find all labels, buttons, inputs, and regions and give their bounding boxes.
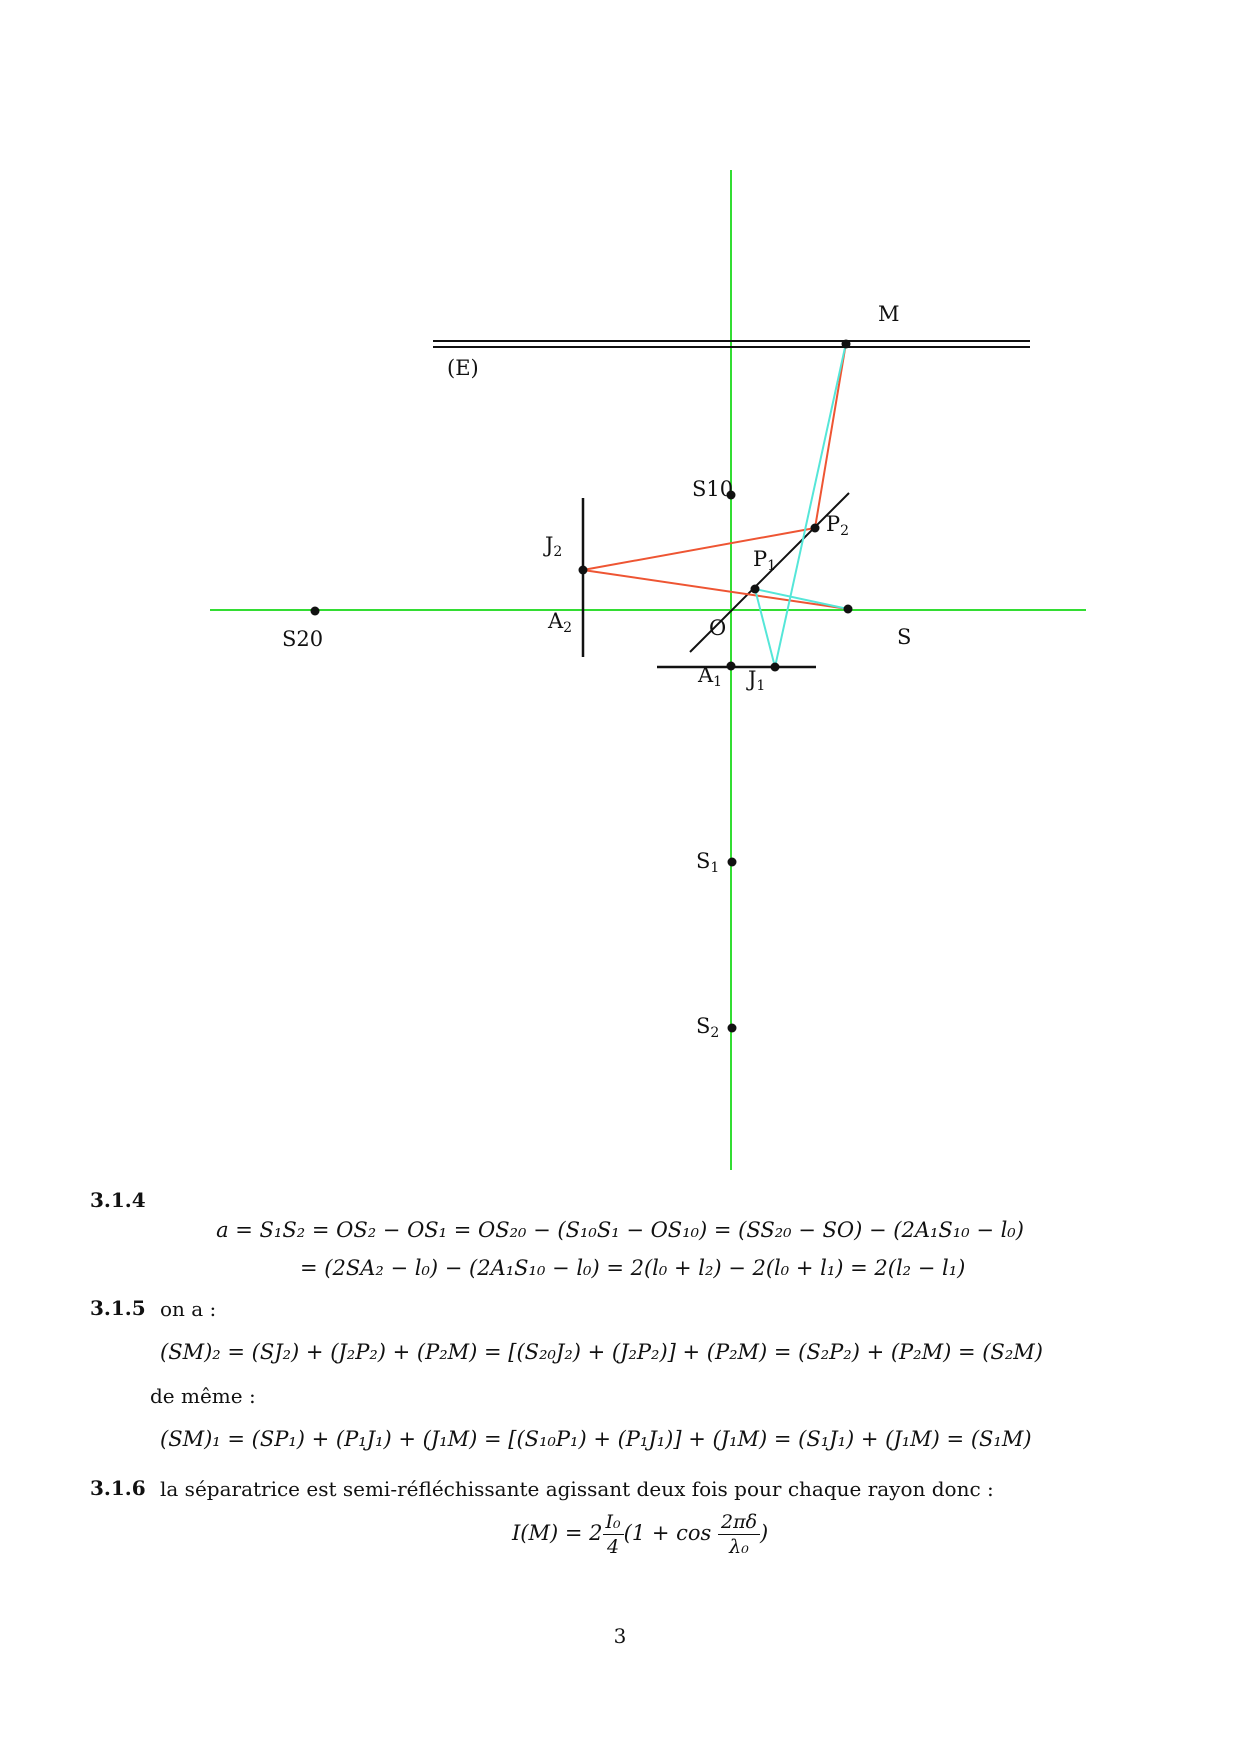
point-S (844, 605, 853, 614)
section-number-314: 3.1.4 (90, 1188, 146, 1212)
point-A1 (727, 662, 736, 671)
section-315-de-meme: de même : (150, 1384, 256, 1408)
label-J1: J1 (748, 667, 766, 694)
label-S10: S10 (692, 477, 734, 501)
label-E: (E) (447, 356, 479, 380)
label-S: S (897, 625, 912, 649)
equation-316-intensity (512, 1510, 768, 1559)
section-number-315: 3.1.5 (90, 1296, 146, 1320)
label-S1: S1 (696, 849, 720, 876)
eq-316-right: ) (760, 1521, 769, 1545)
ray-path-2 (583, 343, 848, 609)
label-S2: S2 (696, 1014, 720, 1041)
label-A2: A2 (548, 609, 573, 636)
equation-314-line1: a = S₁S₂ = OS₂ − OS₁ = OS₂₀ − (S₁₀S₁ − OS₁₀) = (SS₂₀ − SO) − (2A₁S₁₀ − l₀) (216, 1218, 1024, 1242)
section-number-316: 3.1.6 (90, 1476, 146, 1500)
point-S1 (728, 858, 737, 867)
fraction-I0-over-4: $\frac{\text{I₀}}{4}$ (603, 1510, 624, 1559)
point-P2 (811, 524, 820, 533)
label-P2: P2 (826, 512, 850, 539)
ray-path-1 (755, 343, 848, 667)
label-O: O (709, 616, 727, 640)
point-P1 (751, 585, 760, 594)
point-S20 (311, 607, 320, 616)
point-M (842, 340, 851, 349)
equation-315-path2: (SM)₂ = (SJ₂) + (J₂P₂) + (P₂M) = [(S₂₀J₂) + (J₂P₂)] + (P₂M) = (S₂P₂) + (P₂M) = (S₂M) (160, 1340, 1043, 1364)
equation-315-path1: (SM)₁ = (SP₁) + (P₁J₁) + (J₁M) = [(S₁₀P₁) + (P₁J₁)] + (J₁M) = (S₁J₁) + (J₁M) = (S₁M) (160, 1427, 1032, 1451)
label-P1: P1 (753, 547, 777, 574)
fraction-2pidelta-over-lambda0: $\frac{2\pi\delta}{\text{λ₀}}$ (718, 1510, 760, 1559)
point-S2 (728, 1024, 737, 1033)
equation-314-line2: = (2SA₂ − l₀) − (2A₁S₁₀ − l₀) = 2(l₀ + l₂) − 2(l₀ + l₁) = 2(l₂ − l₁) (300, 1256, 966, 1280)
label-J2: J2 (545, 533, 563, 560)
eq-316-left: I(M) = 2 (512, 1521, 603, 1545)
point-J2 (579, 566, 588, 575)
label-M: M (878, 302, 900, 326)
eq-316-mid: (1 + cos (623, 1521, 712, 1545)
section-315-intro: on a : (160, 1297, 217, 1321)
label-S20: S20 (282, 627, 324, 651)
label-A1: A1 (698, 663, 723, 690)
point-J1 (771, 663, 780, 672)
section-316-text: la séparatrice est semi-réfléchissante agissant deux fois pour chaque rayon donc : (160, 1477, 994, 1501)
page-number: 3 (613, 1624, 627, 1648)
